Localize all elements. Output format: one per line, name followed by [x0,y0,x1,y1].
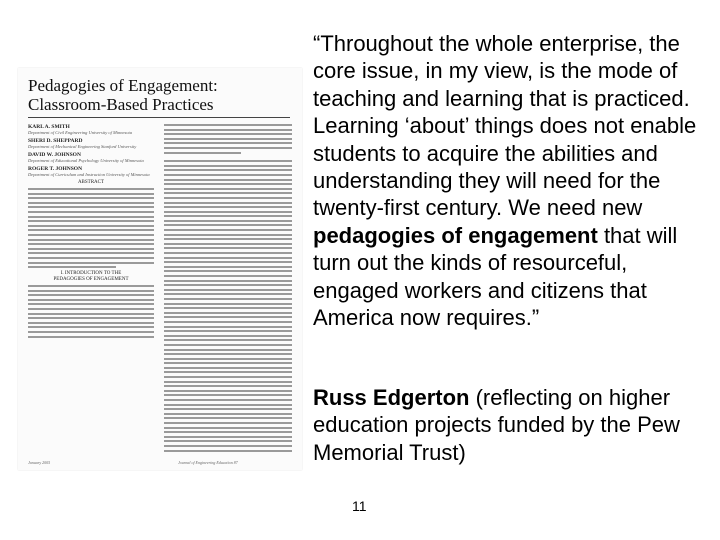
article-footer-right: Journal of Engineering Education 87 [178,460,238,465]
title-rule [28,117,290,118]
attribution-name: Russ Edgerton [313,385,470,410]
article-right-column [164,124,292,460]
quote-attribution [313,384,713,466]
page-number: 11 [352,498,367,514]
quote-emphasis: pedagogies of engagement [313,222,598,248]
article-thumbnail [18,68,302,470]
section-heading: I. INTRODUCTION TO THE PEDAGOGIES OF ENGAGEMENT [53,271,129,283]
intro-lines [28,285,154,338]
article-title: Pedagogies of Engagement: Classroom-Based Practices [28,76,218,114]
attribution-detail: (reflecting on higher education projects funded by the Pew Memorial Trust) [313,385,680,465]
abstract-lines [28,188,154,268]
article-left-column [28,124,154,460]
author-block: SHERI D. SHEPPARD Department of Mechanical Engineering Stanford University [28,138,137,149]
author-block: DAVID W. JOHNSON Department of Educational Psychology University of Minnesota [28,152,144,163]
abstract-heading: ABSTRACT [77,180,105,185]
quote-text: “Throughout the whole enterprise, the core issue, in my view, is the mode of teaching and learning that is practiced. Learning ‘about’ things does not enable students to acquire the abilities and understanding they will need for the twenty-first century. We need new pedagogies of engagement that will turn out the kinds of resourceful, engaged workers and citizens that America now requires.” [313,31,697,331]
article-footer-left: January 2005 [28,460,51,465]
author-block: KARL A. SMITH Department of Civil Engineering University of Minnesota [28,124,132,135]
author-block: ROGER T. JOHNSON Department of Curriculum and Instruction University of Minnesota [28,166,150,177]
